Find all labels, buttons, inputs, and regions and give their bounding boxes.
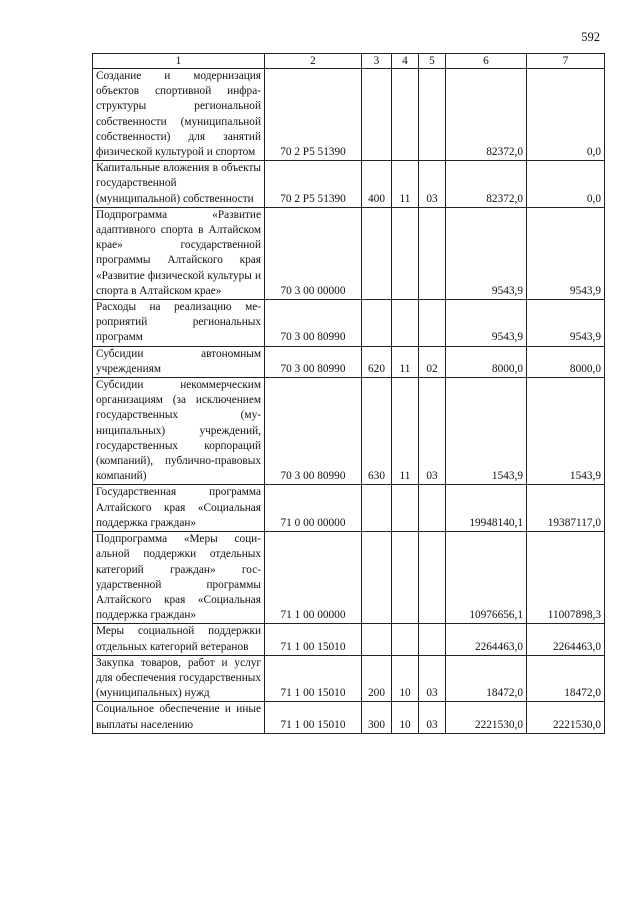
amount-year2-cell: 18472,0 bbox=[527, 655, 605, 702]
amount-year1-cell: 2264463,0 bbox=[446, 624, 527, 655]
expense-type-cell: 300 bbox=[362, 702, 392, 733]
section-cell: 10 bbox=[392, 655, 419, 702]
table-row bbox=[93, 702, 605, 733]
expense-type-cell: 620 bbox=[362, 346, 392, 377]
expense-type-cell bbox=[362, 207, 392, 299]
subsection-cell: 03 bbox=[419, 655, 446, 702]
subsection-cell bbox=[419, 532, 446, 624]
expense-type-cell bbox=[362, 532, 392, 624]
target-code-cell: 71 0 00 00000 bbox=[265, 485, 362, 532]
target-code-cell: 71 1 00 15010 bbox=[265, 655, 362, 702]
expense-type-cell bbox=[362, 624, 392, 655]
target-code-cell: 70 2 P5 51390 bbox=[265, 161, 362, 208]
target-code-cell: 70 3 00 00000 bbox=[265, 207, 362, 299]
amount-year2-cell: 0,0 bbox=[527, 69, 605, 161]
table-row bbox=[93, 161, 605, 208]
column-header: 6 bbox=[446, 54, 527, 69]
subsection-cell: 03 bbox=[419, 378, 446, 485]
subsection-cell bbox=[419, 485, 446, 532]
target-code-cell: 71 1 00 15010 bbox=[265, 624, 362, 655]
expense-type-cell bbox=[362, 69, 392, 161]
amount-year2-cell: 2221530,0 bbox=[527, 702, 605, 733]
subsection-cell: 02 bbox=[419, 346, 446, 377]
section-cell bbox=[392, 69, 419, 161]
column-header: 2 bbox=[265, 54, 362, 69]
expense-type-cell: 200 bbox=[362, 655, 392, 702]
table-row bbox=[93, 655, 605, 702]
column-header: 1 bbox=[93, 54, 265, 69]
amount-year1-cell: 8000,0 bbox=[446, 346, 527, 377]
table-row bbox=[93, 300, 605, 347]
section-cell bbox=[392, 485, 419, 532]
target-code-cell: 71 1 00 00000 bbox=[265, 532, 362, 624]
target-code-cell: 70 3 00 80990 bbox=[265, 300, 362, 347]
column-header: 7 bbox=[527, 54, 605, 69]
amount-year1-cell: 18472,0 bbox=[446, 655, 527, 702]
section-cell bbox=[392, 532, 419, 624]
table-row bbox=[93, 624, 605, 655]
table-row bbox=[93, 532, 605, 624]
amount-year2-cell: 8000,0 bbox=[527, 346, 605, 377]
subsection-cell bbox=[419, 624, 446, 655]
row-name-cell: Субсидии автономным учреждениям bbox=[93, 346, 265, 377]
row-name-cell: Подпрограмма «Меры социальной поддержки отдельных категорий граждан» государственной программы Алтайского края «Социальная поддержка граждан» bbox=[93, 532, 265, 624]
amount-year2-cell: 2264463,0 bbox=[527, 624, 605, 655]
table-row bbox=[93, 378, 605, 485]
row-name-cell: Социальное обеспечение и иные выплаты населению bbox=[93, 702, 265, 733]
table-row bbox=[93, 485, 605, 532]
target-code-cell: 70 2 P5 51390 bbox=[265, 69, 362, 161]
row-name-cell: Меры социальной поддержки отдельных категорий ветеранов bbox=[93, 624, 265, 655]
row-name-cell: Подпрограмма «Развитие адаптивного спорта в Алтайском крае» государственной программы Алтайского края «Развитие физической культуры и спорта в Алтайском крае» bbox=[93, 207, 265, 299]
amount-year1-cell: 10976656,1 bbox=[446, 532, 527, 624]
expense-type-cell bbox=[362, 300, 392, 347]
row-name-cell: Государственная программа Алтайского края «Социальная поддержка граждан» bbox=[93, 485, 265, 532]
amount-year2-cell: 0,0 bbox=[527, 161, 605, 208]
subsection-cell bbox=[419, 69, 446, 161]
amount-year2-cell: 9543,9 bbox=[527, 207, 605, 299]
expense-type-cell bbox=[362, 485, 392, 532]
row-name-cell: Субсидии некоммерческим организациям (за исключением государственных (муниципальных) учреждений, государственных корпораций (компаний), публично-правовых компаний) bbox=[93, 378, 265, 485]
expense-type-cell: 630 bbox=[362, 378, 392, 485]
amount-year2-cell: 1543,9 bbox=[527, 378, 605, 485]
amount-year1-cell: 9543,9 bbox=[446, 300, 527, 347]
page-number: 592 bbox=[581, 30, 600, 44]
section-cell: 11 bbox=[392, 378, 419, 485]
row-name-cell: Создание и модернизация объектов спортивной инфраструктуры региональной собственности (муниципальной собственности) для занятий физической культурой и спортом bbox=[93, 69, 265, 161]
amount-year1-cell: 2221530,0 bbox=[446, 702, 527, 733]
column-header: 5 bbox=[419, 54, 446, 69]
subsection-cell bbox=[419, 300, 446, 347]
section-cell bbox=[392, 624, 419, 655]
amount-year1-cell: 1543,9 bbox=[446, 378, 527, 485]
row-name-cell: Закупка товаров, работ и услуг для обеспечения государственных (муниципальных) нужд bbox=[93, 655, 265, 702]
amount-year2-cell: 9543,9 bbox=[527, 300, 605, 347]
amount-year2-cell: 11007898,3 bbox=[527, 532, 605, 624]
section-cell bbox=[392, 300, 419, 347]
target-code-cell: 70 3 00 80990 bbox=[265, 378, 362, 485]
header-row bbox=[93, 54, 605, 69]
section-cell: 11 bbox=[392, 161, 419, 208]
row-name-cell: Капитальные вложения в объекты государственной (муниципальной) собственности bbox=[93, 161, 265, 208]
amount-year1-cell: 82372,0 bbox=[446, 161, 527, 208]
section-cell: 10 bbox=[392, 702, 419, 733]
subsection-cell: 03 bbox=[419, 702, 446, 733]
amount-year1-cell: 19948140,1 bbox=[446, 485, 527, 532]
target-code-cell: 70 3 00 80990 bbox=[265, 346, 362, 377]
subsection-cell: 03 bbox=[419, 161, 446, 208]
amount-year1-cell: 9543,9 bbox=[446, 207, 527, 299]
section-cell bbox=[392, 207, 419, 299]
amount-year2-cell: 19387117,0 bbox=[527, 485, 605, 532]
table-body bbox=[93, 69, 605, 734]
table-row bbox=[93, 346, 605, 377]
column-header: 3 bbox=[362, 54, 392, 69]
budget-table bbox=[92, 53, 605, 734]
column-header: 4 bbox=[392, 54, 419, 69]
subsection-cell bbox=[419, 207, 446, 299]
row-name-cell: Расходы на реализацию мероприятий региональных программ bbox=[93, 300, 265, 347]
amount-year1-cell: 82372,0 bbox=[446, 69, 527, 161]
table-row bbox=[93, 207, 605, 299]
table-row bbox=[93, 69, 605, 161]
expense-type-cell: 400 bbox=[362, 161, 392, 208]
target-code-cell: 71 1 00 15010 bbox=[265, 702, 362, 733]
section-cell: 11 bbox=[392, 346, 419, 377]
